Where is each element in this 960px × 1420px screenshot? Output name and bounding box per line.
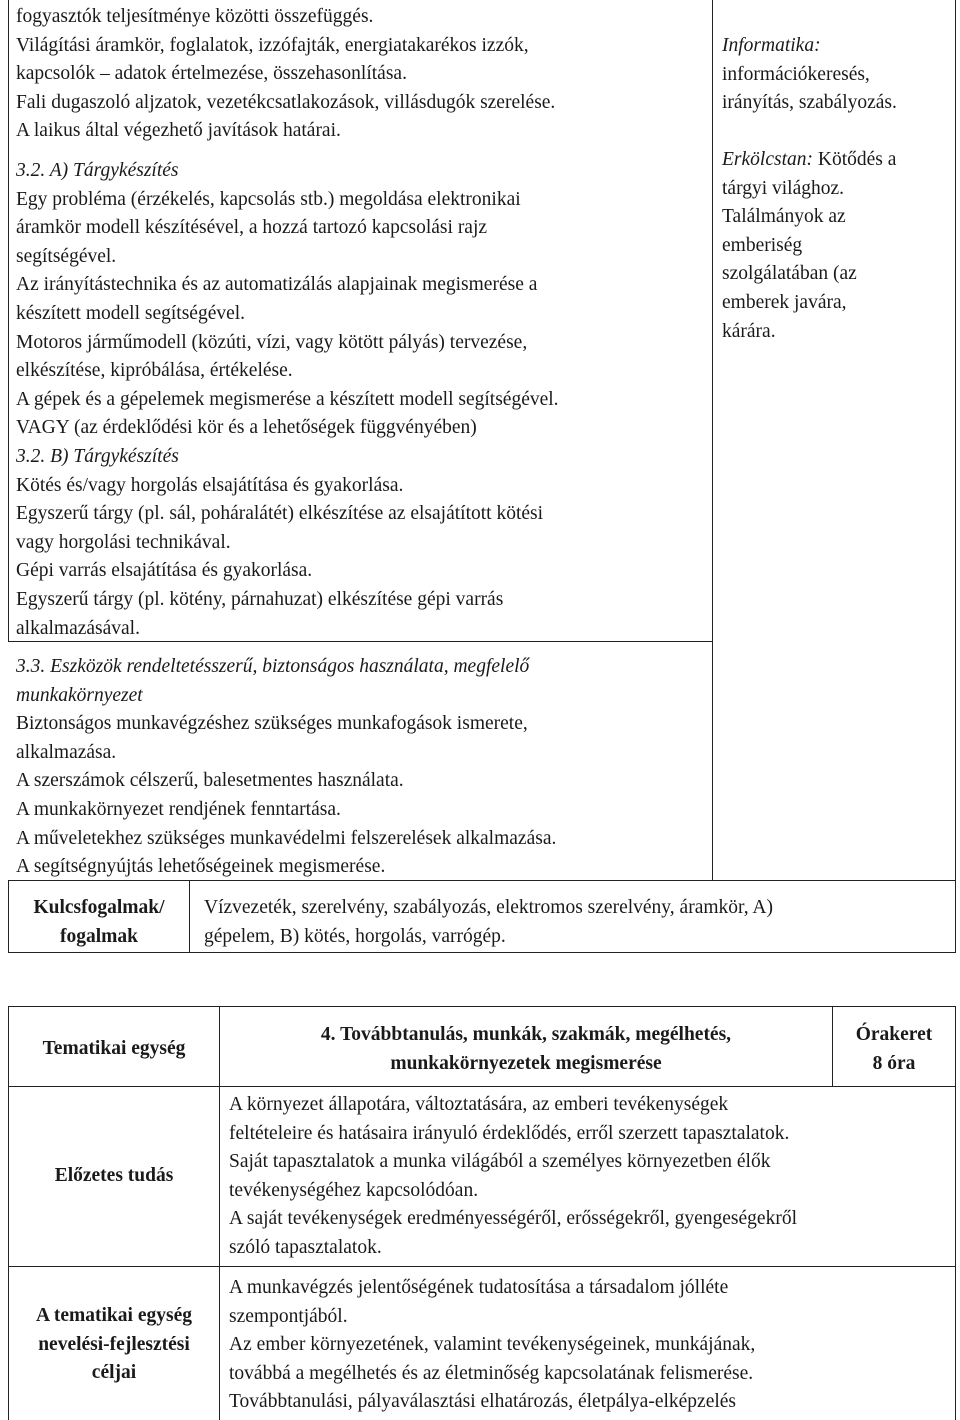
text-line: segítségével. <box>16 245 117 267</box>
keywords-label <box>9 894 189 951</box>
orakeret-value: 8 óra <box>872 1052 916 1074</box>
goals-label-line: céljai <box>91 1362 137 1384</box>
text-line: VAGY (az érdeklődési kör és a lehetőségek függvényében) <box>16 417 477 439</box>
orakeret-label: Órakeret <box>855 1024 933 1045</box>
section-heading-3-3: 3.3. Eszközök rendeltetésszerű, biztonságos használata, megfelelő <box>16 656 530 677</box>
text-line: továbbá a megélhetés és az életminőség kapcsolatának felismerése. <box>229 1362 754 1384</box>
text-line: elkészítése, kipróbálása, értékelése. <box>16 360 293 382</box>
text-line: Gépi varrás elsajátítása és gyakorlása. <box>16 560 313 582</box>
text-line: Vízvezeték, szerelvény, szabályozás, elektromos szerelvény, áramkör, A) <box>204 897 773 918</box>
text-line: A segítségnyújtás lehetőségeinek megismerése. <box>16 856 386 878</box>
top-table-right-border <box>955 0 956 880</box>
text-line: készített modell segítségével. <box>16 302 246 324</box>
text-line: Egy probléma (érzékelés, kapcsolás stb.) megoldása elektronikai <box>16 188 521 210</box>
text-line: szóló tapasztalatok. <box>229 1236 382 1258</box>
text-line: A munkavégzés jelentőségének tudatosítása a társadalom jólléte <box>229 1277 729 1298</box>
text-line: kárára. <box>722 320 776 342</box>
keywords-row-bottom-border <box>8 952 956 953</box>
keywords-row-top-border <box>8 880 956 881</box>
text-line: Saját tapasztalatok a munka világából a személyes környezetben élők <box>229 1151 771 1173</box>
section-heading-3-2-a: 3.2. A) Tárgykészítés <box>16 160 179 181</box>
top-table-left-border <box>8 0 9 642</box>
keywords-label-line: fogalmak <box>60 925 138 947</box>
text-line: Az irányítástechnika és az automatizálás alapjainak megismerése a <box>16 274 538 296</box>
text-line: Motoros járműmodell (közúti, vízi, vagy kötött pályás) tervezése, <box>16 331 528 353</box>
ethics-line <box>722 146 896 175</box>
unit-title-cell <box>220 1021 832 1078</box>
text-line: információkeresés, <box>722 63 870 85</box>
goals-content <box>229 1274 755 1417</box>
top-table-middle-border <box>712 0 713 880</box>
erkolcstan-label: Erkölcstan: <box>722 149 813 170</box>
goals-label-line: A tematikai egység <box>36 1305 192 1326</box>
text-line: Továbbtanulási, pályaválasztási elhatározás, életpálya-elképzelés <box>229 1391 737 1413</box>
text-line: szempontjából. <box>229 1305 348 1327</box>
text-line: tárgyi világhoz. <box>722 177 845 199</box>
text-line: kapcsolók – adatok értelmezése, összehasonlítása. <box>16 63 407 85</box>
text-line: gépelem, B) kötés, horgolás, varrógép. <box>204 925 506 947</box>
goals-label-line: nevelési-fejlesztési <box>38 1333 190 1355</box>
section-a-block <box>16 157 559 643</box>
text-line: irányítás, szabályozás. <box>722 92 897 114</box>
informatika-label: Informatika: <box>722 35 821 56</box>
text-line: vagy horgolási technikával. <box>16 531 231 553</box>
section-3-3-block <box>16 653 556 882</box>
text-line: tevékenységéhez kapcsolódóan. <box>229 1179 479 1201</box>
text-line: Világítási áramkör, foglalatok, izzófajták, energiatakarékos izzók, <box>16 34 529 56</box>
keywords-right-border <box>955 880 956 953</box>
tematikai-egyseg-label: Tematikai egység <box>42 1038 186 1059</box>
text-line: A műveletekhez szükséges munkavédelmi felszerelések alkalmazása. <box>16 827 557 849</box>
text-line: A gépek és a gépelemek megismerése a készített modell segítségével. <box>16 388 559 410</box>
tematikai-label-cell <box>9 1035 219 1064</box>
keywords-label-line: Kulcsfogalmak/ <box>33 897 165 918</box>
text-line: A laikus által végezhető javítások határai. <box>16 120 341 142</box>
prior-knowledge-content <box>229 1091 797 1263</box>
section-heading-3-3-cont: munkakörnyezet <box>16 684 143 706</box>
unit-title-line: 4. Továbbtanulás, munkák, szakmák, megélhetés, <box>320 1024 732 1045</box>
elozetes-tudas-label: Előzetes tudás <box>54 1165 174 1186</box>
connections-column <box>722 32 897 118</box>
text-line: emberek javára, <box>722 291 847 313</box>
unit-table-right-border <box>955 1006 956 1420</box>
keywords-divider <box>189 880 190 953</box>
unit-row-divider-2 <box>8 1266 956 1267</box>
text-line: A munkakörnyezet rendjének fenntartása. <box>16 798 341 820</box>
text-line: fogyasztók teljesítménye közötti összefüggés. <box>16 6 374 27</box>
text-line: Egyszerű tárgy (pl. kötény, párnahuzat) elkészítése gépi varrás <box>16 588 504 610</box>
text-line: áramkör modell készítésével, a hozzá tartozó kapcsolási rajz <box>16 217 488 239</box>
text-line: Egyszerű tárgy (pl. sál, poháralátét) elkészítése az elsajátított kötési <box>16 503 544 525</box>
text-line: Fali dugaszoló aljzatok, vezetékcsatlakozások, villásdugók szerelése. <box>16 91 556 113</box>
text-line: szolgálatában (az <box>722 263 857 285</box>
keywords-content <box>204 894 773 951</box>
unit-table-top-border <box>8 1006 956 1007</box>
unit-row-divider-1 <box>8 1086 956 1087</box>
text-line: A környezet állapotára, változtatására, az emberi tevékenységek <box>229 1094 729 1115</box>
section-heading-3-2-b: 3.2. B) Tárgykészítés <box>16 445 179 467</box>
prior-knowledge-label-cell <box>9 1162 219 1191</box>
unit-title-line: munkakörnyezetek megismerése <box>390 1052 662 1074</box>
orakeret-cell <box>833 1021 955 1078</box>
content-column <box>16 3 555 146</box>
text-line: A szerszámok célszerű, balesetmentes használata. <box>16 770 404 792</box>
text-line: feltételeire és hatásaira irányuló érdeklődés, erről szerzett tapasztalatok. <box>229 1122 790 1144</box>
text-line: Az ember környezetének, valamint tevékenységeinek, munkájának, <box>229 1334 756 1356</box>
ethics-text: Kötődés a <box>812 149 897 170</box>
text-line: alkalmazásával. <box>16 617 140 639</box>
text-line: Találmányok az <box>722 206 846 228</box>
text-line: A saját tevékenységek eredményességéről, erősségekről, gyengeségekről <box>229 1208 797 1230</box>
text-line: Biztonságos munkavégzéshez szükséges munkafogások ismerete, <box>16 713 528 735</box>
goals-label-cell <box>9 1302 219 1388</box>
text-line: Kötés és/vagy horgolás elsajátítása és gyakorlása. <box>16 474 404 496</box>
text-line: alkalmazása. <box>16 741 117 763</box>
connections-column-ethics <box>722 146 896 346</box>
text-line: emberiség <box>722 234 803 256</box>
